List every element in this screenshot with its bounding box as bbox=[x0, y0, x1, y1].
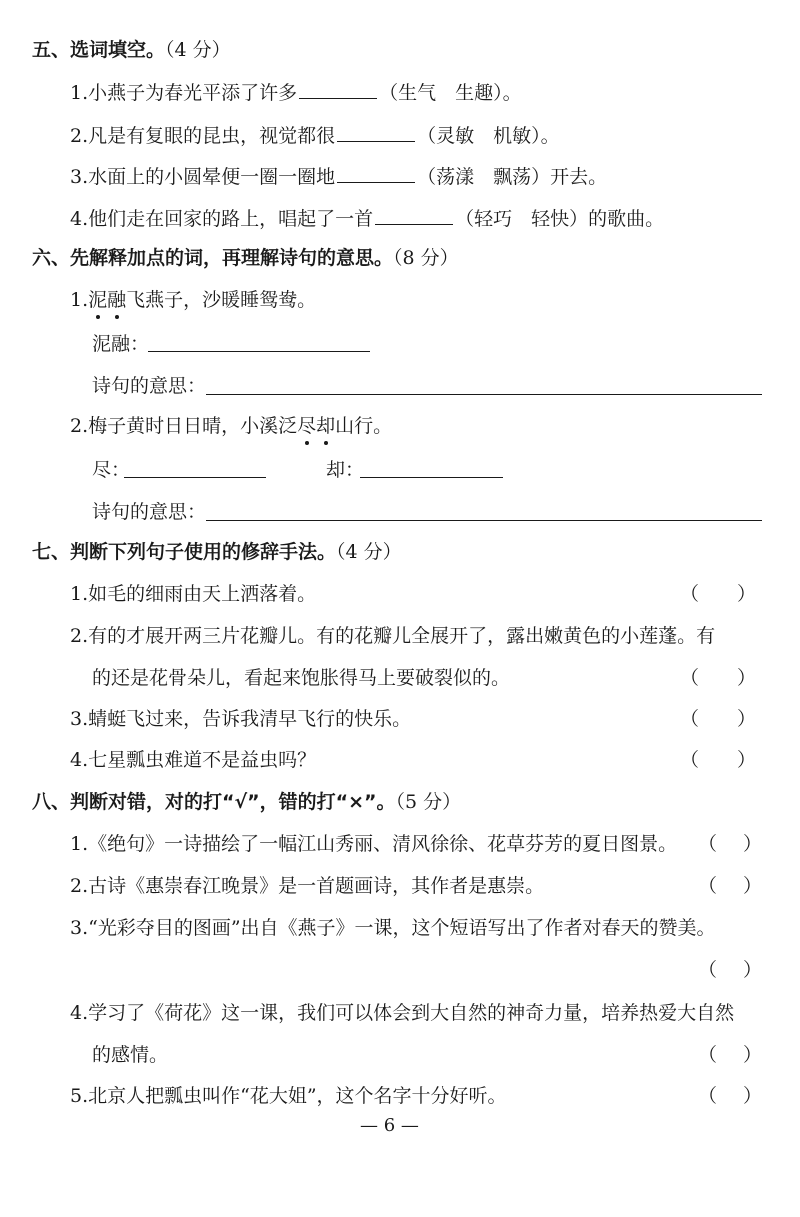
question-options: （轻巧 轻快）的歌曲。 bbox=[455, 208, 665, 230]
label-meaning-2: 诗句的意思： bbox=[92, 501, 207, 523]
question-8-4: 4.学习了《荷花》这一课，我们可以体会到大自然的神奇力量，培养热爱大自然 bbox=[70, 1002, 735, 1024]
answer-blank[interactable] bbox=[375, 204, 453, 225]
paren-close: ） bbox=[742, 833, 762, 855]
answer-parens[interactable] bbox=[698, 832, 762, 856]
question-text: 1.小燕子为春光平添了许多 bbox=[70, 82, 298, 104]
answer-blank-meaning-2[interactable] bbox=[206, 520, 762, 521]
paren-open: （ bbox=[680, 708, 700, 730]
answer-parens[interactable] bbox=[680, 666, 756, 690]
paren-open: （ bbox=[680, 749, 700, 771]
page-number: — 6 — bbox=[360, 1115, 419, 1136]
poem-text: 2.梅子黄时日日晴，小溪泛 bbox=[70, 415, 298, 437]
paren-close: ） bbox=[736, 583, 756, 605]
question-5-1 bbox=[70, 78, 522, 102]
paren-close: ） bbox=[742, 1085, 762, 1107]
question-text: 4.他们走在回家的路上，唱起了一首 bbox=[70, 208, 374, 230]
question-options: （荡漾 飘荡）开去。 bbox=[417, 166, 608, 188]
answer-blank-nirong[interactable] bbox=[148, 351, 370, 352]
answer-blank-que[interactable] bbox=[360, 477, 503, 478]
question-8-2: 2.古诗《惠崇春江晚景》是一首题画诗，其作者是惠崇。 bbox=[70, 875, 545, 897]
section-score: （4 分） bbox=[165, 39, 231, 61]
answer-parens[interactable] bbox=[698, 1084, 762, 1108]
paren-close: ） bbox=[742, 959, 762, 981]
answer-parens[interactable] bbox=[680, 707, 756, 731]
question-options: （生气 生趣）。 bbox=[379, 82, 522, 104]
section-7-heading bbox=[32, 540, 402, 564]
question-text: 2.凡是有复眼的昆虫，视觉都很 bbox=[70, 125, 336, 147]
answer-parens[interactable] bbox=[680, 582, 756, 606]
answer-blank[interactable] bbox=[337, 121, 415, 142]
paren-open: （ bbox=[698, 959, 718, 981]
question-8-3: 3.“光彩夺目的图画”出自《燕子》一课，这个短语写出了作者对春天的赞美。 bbox=[70, 917, 716, 939]
paren-close: ） bbox=[736, 749, 756, 771]
answer-parens[interactable] bbox=[698, 1043, 762, 1067]
label-jin: 尽： bbox=[92, 459, 131, 481]
answer-blank-jin[interactable] bbox=[124, 477, 266, 478]
paren-open: （ bbox=[698, 1044, 718, 1066]
paren-open: （ bbox=[680, 583, 700, 605]
question-6-1 bbox=[70, 288, 316, 312]
dotted-char: 却 bbox=[316, 415, 336, 437]
answer-parens[interactable] bbox=[698, 874, 762, 898]
question-6-2 bbox=[70, 414, 392, 438]
question-5-4 bbox=[70, 204, 664, 228]
answer-blank-meaning-1[interactable] bbox=[206, 394, 762, 395]
section-8-heading bbox=[32, 790, 461, 814]
paren-open: （ bbox=[698, 833, 718, 855]
section-title: 七、判断下列句子使用的修辞手法。 bbox=[32, 541, 337, 563]
label-meaning-1: 诗句的意思： bbox=[92, 375, 207, 397]
question-5-3 bbox=[70, 162, 607, 186]
paren-close: ） bbox=[742, 875, 762, 897]
question-7-3: 3.蜻蜓飞过来，告诉我清早飞行的快乐。 bbox=[70, 708, 412, 730]
question-7-4: 4.七星瓢虫难道不是益虫吗？ bbox=[70, 749, 317, 771]
paren-open: （ bbox=[680, 667, 700, 689]
answer-blank[interactable] bbox=[337, 162, 415, 183]
paren-close: ） bbox=[742, 1044, 762, 1066]
section-score: （4 分） bbox=[336, 541, 402, 563]
question-7-2-cont: 的还是花骨朵儿，看起来饱胀得马上要破裂似的。 bbox=[92, 667, 511, 689]
question-7-1: 1.如毛的细雨由天上洒落着。 bbox=[70, 583, 317, 605]
question-8-5: 5.北京人把瓢虫叫作“花大姐”，这个名字十分好听。 bbox=[70, 1085, 507, 1107]
paren-open: （ bbox=[698, 875, 718, 897]
paren-close: ） bbox=[736, 708, 756, 730]
answer-parens[interactable] bbox=[698, 958, 762, 982]
section-6-heading bbox=[32, 246, 459, 270]
section-title: 八、判断对错，对的打“√”，错的打“×”。 bbox=[32, 791, 396, 813]
dotted-char: 融 bbox=[107, 289, 127, 311]
question-5-2 bbox=[70, 121, 560, 145]
section-title: 五、选词填空。 bbox=[32, 39, 166, 61]
dotted-char: 尽 bbox=[297, 415, 317, 437]
poem-line: 飞燕子，沙暖睡鸳鸯。 bbox=[126, 289, 317, 311]
label-nirong: 泥融： bbox=[92, 333, 150, 355]
question-text: 3.水面上的小圆晕便一圈一圈地 bbox=[70, 166, 336, 188]
section-score: （5 分） bbox=[395, 791, 462, 813]
question-8-4-cont: 的感情。 bbox=[92, 1044, 169, 1066]
label-que: 却： bbox=[326, 459, 365, 481]
answer-blank[interactable] bbox=[299, 78, 377, 99]
dotted-char: 泥 bbox=[88, 289, 108, 311]
paren-close: ） bbox=[736, 667, 756, 689]
section-title: 六、先解释加点的词，再理解诗句的意思。 bbox=[32, 247, 394, 269]
question-number: 1. bbox=[70, 289, 89, 311]
poem-text-end: 山行。 bbox=[335, 415, 393, 437]
paren-open: （ bbox=[698, 1085, 718, 1107]
question-7-2: 2.有的才展开两三片花瓣儿。有的花瓣儿全展开了，露出嫩黄色的小莲蓬。有 bbox=[70, 625, 716, 647]
section-5-heading bbox=[32, 38, 231, 62]
question-options: （灵敏 机敏）。 bbox=[417, 125, 560, 147]
question-8-1: 1.《绝句》一诗描绘了一幅江山秀丽、清风徐徐、花草芬芳的夏日图景。 bbox=[70, 833, 678, 855]
section-score: （8 分） bbox=[393, 247, 459, 269]
answer-parens[interactable] bbox=[680, 748, 756, 772]
